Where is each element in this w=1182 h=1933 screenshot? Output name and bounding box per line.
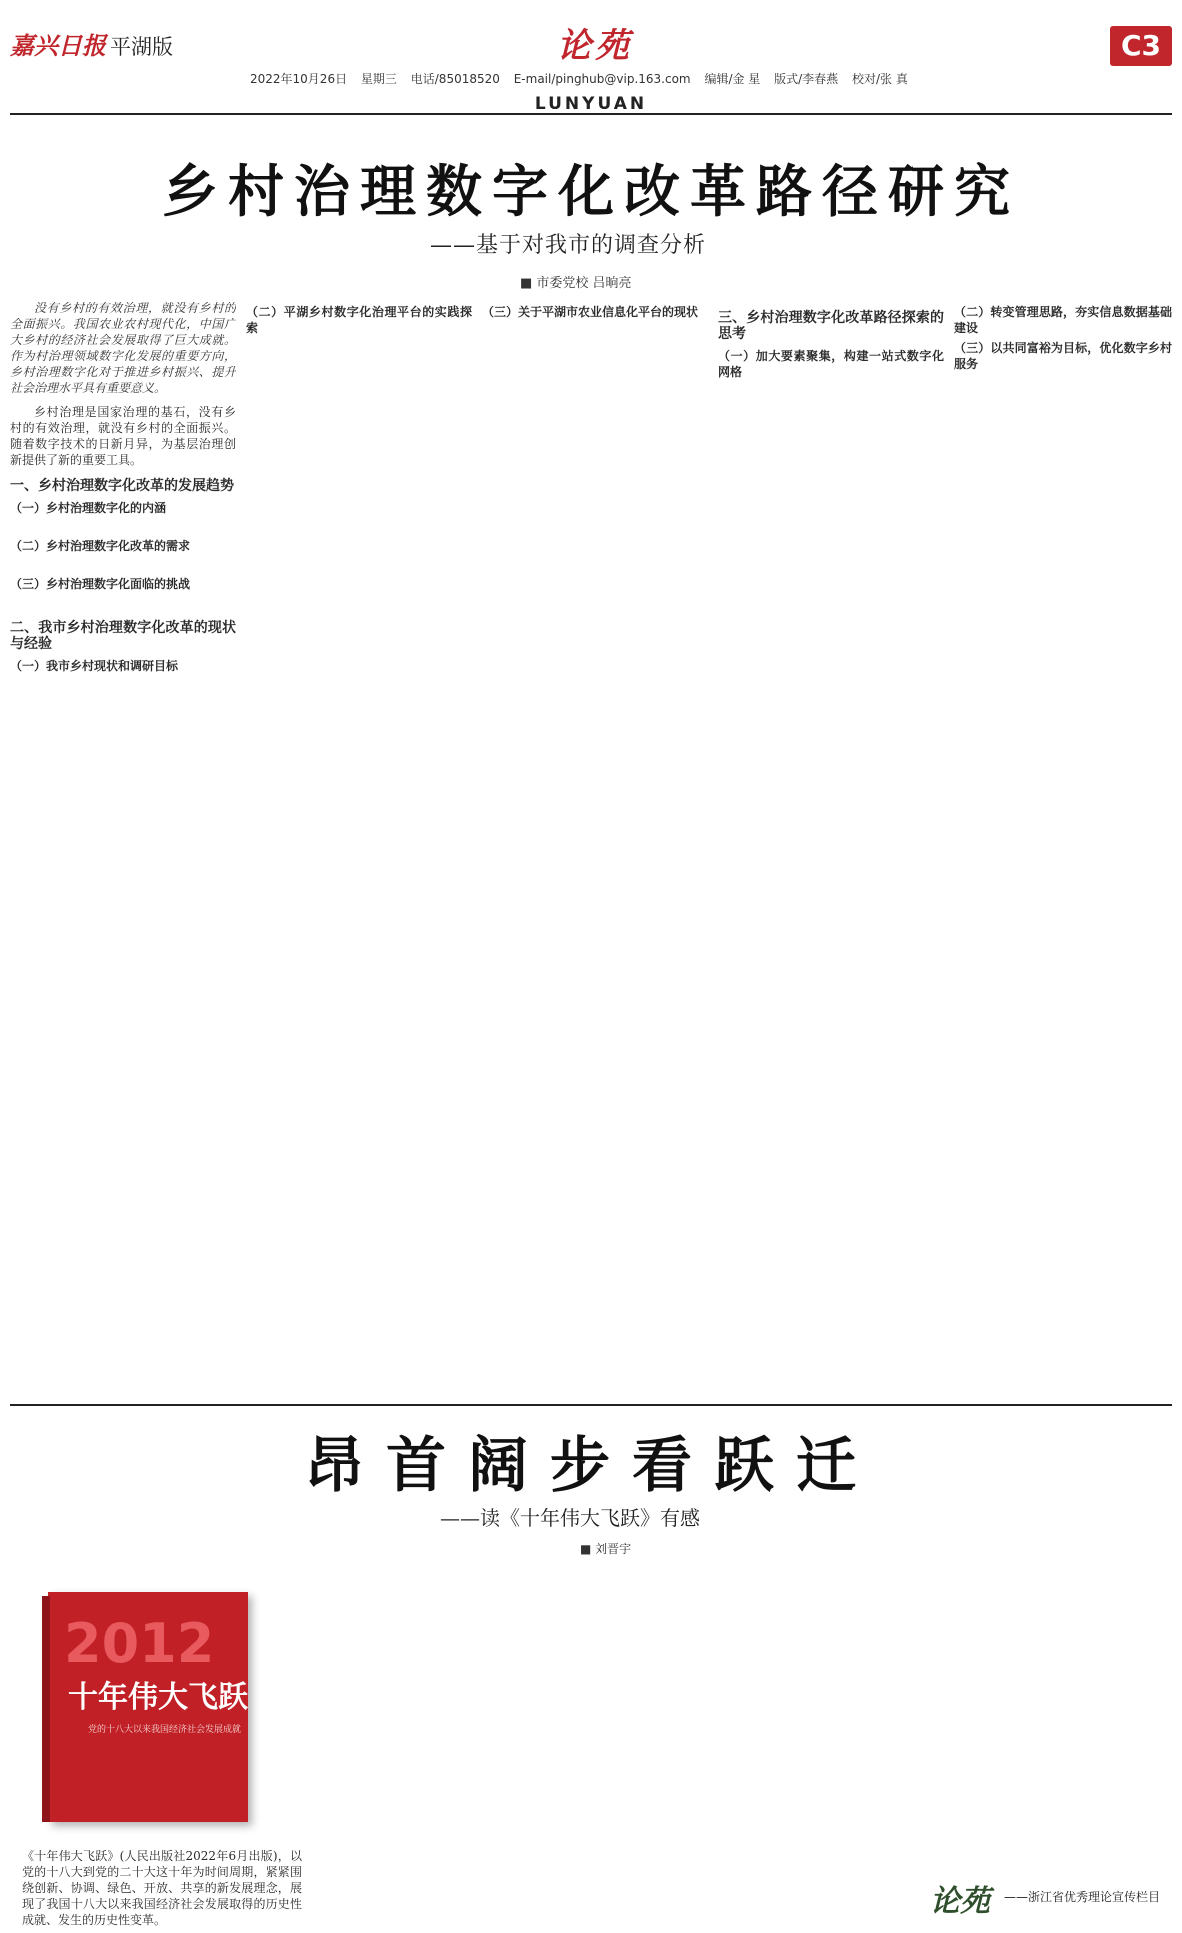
article1-subtitle: ——基于对我市的调查分析 (430, 233, 707, 258)
book-year: 2012 (64, 1612, 215, 1675)
article1-column-1 (10, 300, 236, 1390)
issue-weekday: 星期三 (360, 72, 397, 86)
section2-sub1: （一）我市乡村现状和调研目标 (10, 659, 179, 673)
footer-label: ——浙江省优秀理论宣传栏目 (1004, 1890, 1161, 1904)
masthead (0, 0, 1182, 114)
article1-intro: 乡村治理是国家治理的基石，没有乡村的有效治理，就没有乡村的全面振兴。随着数字技术的日新月异，为基层治理创新提供了新的重要工具。 (10, 405, 236, 467)
section2-heading: 二、我市乡村治理数字化改革的现状与经验 (10, 620, 236, 652)
article1-column-2 (246, 300, 472, 1390)
section-logo: 论苑 (557, 26, 633, 66)
proofreader: 校对/张 真 (852, 72, 908, 86)
edition-label: 平湖版 (110, 35, 173, 59)
designer: 版式/李春燕 (774, 72, 839, 86)
issue-date: 2022年10月26日 (250, 72, 348, 86)
article1-column-5 (954, 300, 1172, 1390)
article2-title: 昂首阔步看跃迁 (304, 1431, 878, 1501)
section1-heading: 一、乡村治理数字化改革的发展趋势 (10, 478, 234, 494)
article1-lead: 没有乡村的有效治理，就没有乡村的全面振兴。我国农业农村现代化，中国广大乡村的经济社会发展取得了巨大成就。作为村治理领域数字化发展的重要方向，乡村治理数字化对于推进乡村振兴、提升社会治理水平具有重要意义。 (10, 301, 236, 395)
section1-sub2: （二）乡村治理数字化改革的需求 (10, 539, 191, 553)
book-title: 十年伟大飞跃 (68, 1680, 248, 1715)
section3-sub2: （二）转变管理思路，夯实信息数据基础建设 (954, 305, 1172, 335)
book-spine (42, 1596, 50, 1822)
paper-logo (10, 26, 173, 61)
article-divider (10, 1404, 1172, 1406)
footer-section-mark (930, 1870, 1172, 1920)
page-code-badge: C3 (1110, 26, 1172, 66)
book-caption: 《十年伟大飞跃》(人民出版社2022年6月出版)，以党的十八大到党的二十大这十年为时间周期，紧紧围绕创新、协调、绿色、开放、共享的新发展理念，展现了我国十八大以来我国经济社会发展取得的历史性成就、发生的历史性变革。 (22, 1849, 302, 1927)
article2-byline: ■ 刘晋宇 (580, 1542, 632, 1556)
section3-heading: 三、乡村治理数字化改革路径探索的思考 (718, 310, 944, 342)
article2-column-2 (532, 1570, 742, 1920)
book-cover-subtitle: 党的十八大以来我国经济社会发展成就 (88, 1725, 242, 1735)
footer-brand: 论苑 (930, 1884, 990, 1919)
section2-sub3: （三）关于平湖市农业信息化平台的现状 (482, 305, 699, 319)
article1-byline: ■ 市委党校 吕晌亮 (520, 276, 632, 291)
book-cover-image (28, 1582, 278, 1832)
masthead-meta (250, 70, 970, 87)
section-pinyin: LUNYUAN (534, 94, 648, 114)
article1-column-3 (482, 300, 708, 1390)
editor: 编辑/金 星 (704, 72, 761, 86)
header-rule (10, 113, 1172, 115)
phone: 电话/85018520 (410, 72, 500, 86)
article2-subtitle: ——读《十年伟大飞跃》有感 (440, 1506, 700, 1530)
section1-sub1: （一）乡村治理数字化的内涵 (10, 501, 167, 515)
article1-column-4 (718, 300, 944, 1390)
paper-name: 嘉兴日报 (10, 31, 106, 60)
email: E-mail/pinghub@vip.163.com (513, 72, 691, 86)
article2-column-4 (952, 1570, 1172, 1860)
article2-column-1 (312, 1570, 522, 1920)
section1-sub3: （三）乡村治理数字化面临的挑战 (10, 577, 191, 591)
article1-title: 乡村治理数字化改革路径研究 (162, 160, 1020, 225)
section3-sub3: （三）以共同富裕为目标，优化数字乡村服务 (954, 341, 1172, 371)
section2-sub2: （二）平湖乡村数字化治理平台的实践探索 (246, 305, 472, 335)
article2-column-3 (752, 1570, 942, 1920)
section3-sub1: （一）加大要素聚集，构建一站式数字化网格 (718, 349, 944, 379)
